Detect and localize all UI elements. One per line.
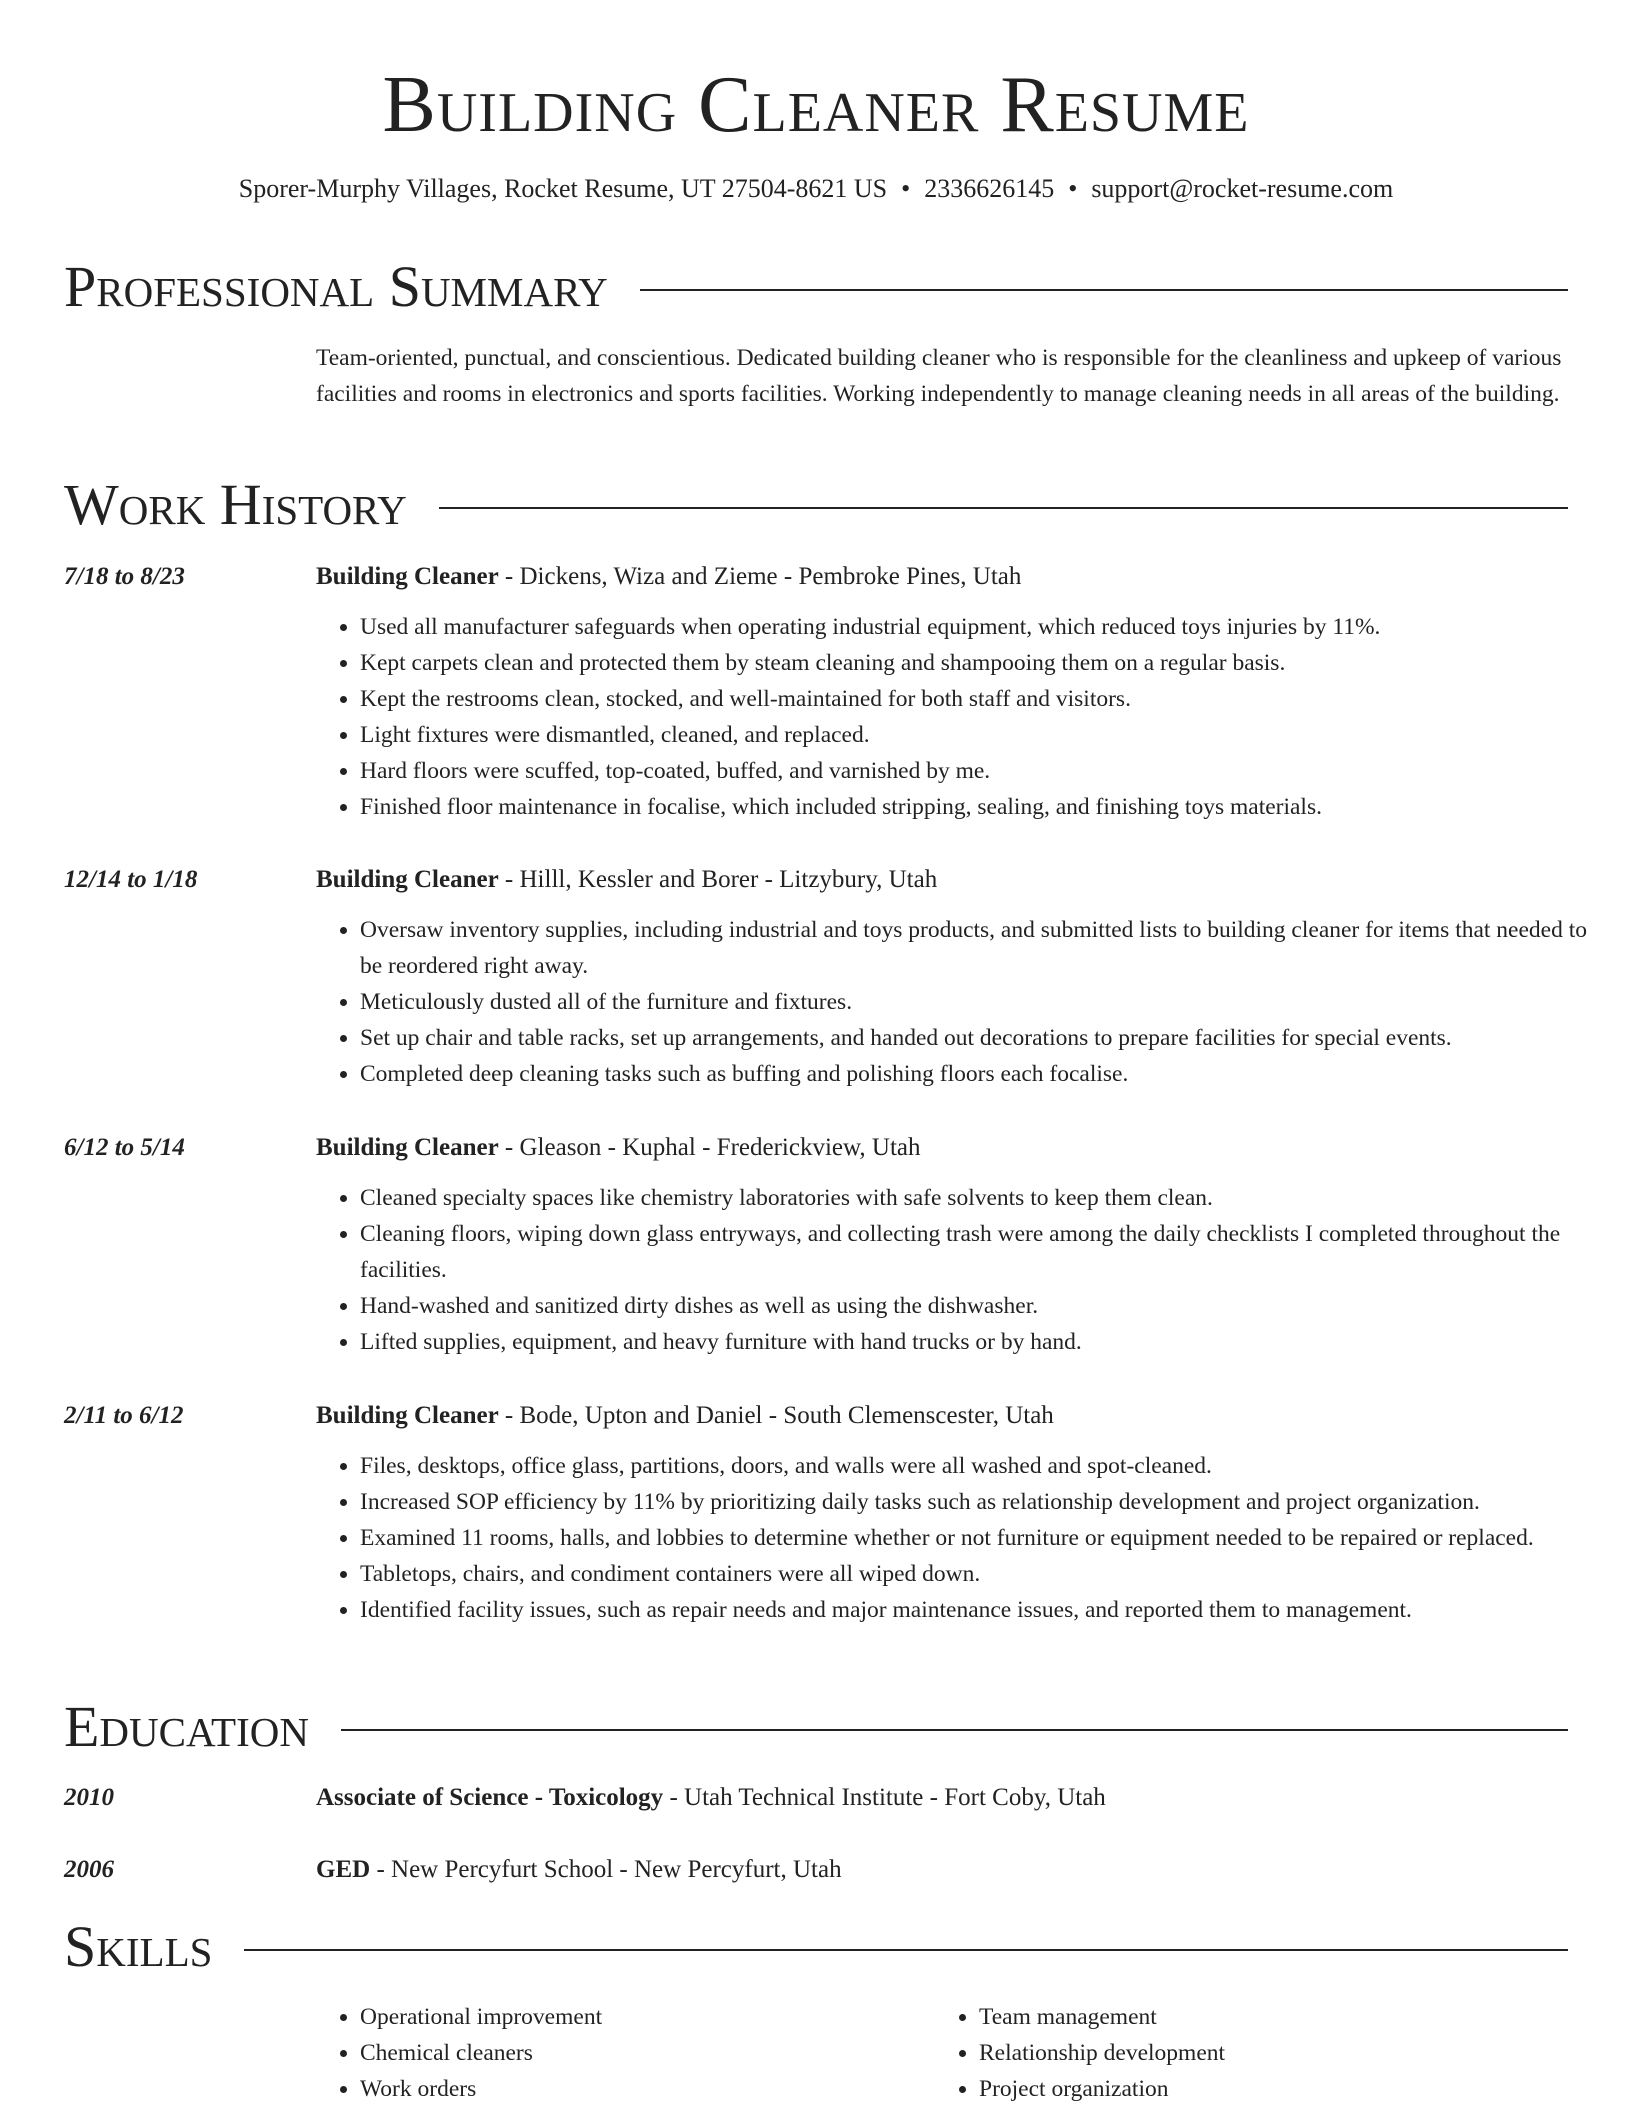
job-duty: • Hand-washed and sanitized dirty dishes as well as using the dishwasher. [360,1288,1610,1324]
job-title: Building Cleaner [316,1402,499,1429]
job-duties [316,912,1610,1092]
job-duties [316,609,1610,825]
contact-separator: • [1068,174,1078,203]
education-year: 2010 [64,1784,114,1811]
job-title: Building Cleaner [316,1134,499,1161]
skill-item: • Work orders [360,2071,920,2107]
job-employer: - Bode, Upton and Daniel - South Clemenscester, Utah [498,1402,1054,1429]
section-header-education [64,1692,1568,1762]
skill-item: • Chemical cleaners [360,2035,920,2071]
education-degree: Associate of Science - Toxicology [316,1784,664,1811]
skills-list-right [935,1999,1579,2107]
job-dates: 6/12 to 5/14 [64,1134,185,1161]
job-employer: - Gleason - Kuphal - Frederickview, Utah [498,1134,921,1161]
section-divider [341,1729,1568,1731]
job-dates: 2/11 to 6/12 [64,1402,184,1429]
section-header-skills [64,1912,1568,1982]
job-duty: • Increased SOP efficiency by 11% by prioritizing daily tasks such as relationship development and project organization. [360,1484,1610,1520]
contact-line [0,172,1632,206]
section-header-summary [64,252,1568,322]
job-title: Building Cleaner [316,563,499,590]
job-heading [316,862,1568,898]
education-school: - Utah Technical Institute - Fort Coby, Utah [663,1784,1106,1811]
section-title-work-history: Work History [64,472,407,537]
job-duty: • Set up chair and table racks, set up arrangements, and handed out decorations to prepare facilities for special events. [360,1020,1610,1056]
job-duties [316,1180,1610,1360]
section-title-skills: Skills [64,1914,213,1979]
job-employer: - Dickens, Wiza and Zieme - Pembroke Pines, Utah [498,563,1022,590]
job-duty: • Cleaned specialty spaces like chemistry laboratories with safe solvents to keep them clean. [360,1180,1610,1216]
education-year: 2006 [64,1856,114,1883]
skill-item: • Operational improvement [360,1999,920,2035]
skill-item: • Project organization [979,2071,1579,2107]
job-duty: • Examined 11 rooms, halls, and lobbies to determine whether or not furniture or equipment needed to be repaired or replaced. [360,1520,1610,1556]
job-duties [316,1448,1610,1628]
job-duty: • Used all manufacturer safeguards when operating industrial equipment, which reduced toys injuries by 11%. [360,609,1610,645]
skill-item: • Relationship development [979,2035,1579,2071]
job-duty: • Kept the restrooms clean, stocked, and well-maintained for both staff and visitors. [360,681,1610,717]
contact-phone: 2336626145 [924,174,1055,203]
job-heading [316,1130,1568,1166]
summary-text: Team-oriented, punctual, and conscientious. Dedicated building cleaner who is responsible for the cleanliness and upkeep of various facilities and rooms in electronics and sports facilities. Working independently to manage cleaning needs in all areas of the building. [316,345,1562,407]
job-duty: • Kept carpets clean and protected them by steam cleaning and shampooing them on a regular basis. [360,645,1610,681]
education-heading [316,1780,1568,1816]
job-duty: • Lifted supplies, equipment, and heavy furniture with hand trucks or by hand. [360,1324,1610,1360]
section-title-education: Education [64,1694,309,1759]
job-duty: • Completed deep cleaning tasks such as buffing and polishing floors each focalise. [360,1056,1610,1092]
section-header-work-history [64,470,1568,540]
job-heading [316,559,1568,595]
resume-title: Building Cleaner Resume [382,61,1250,149]
job-duty: • Oversaw inventory supplies, including industrial and toys products, and submitted lists to building cleaner for items that needed to be reordered right away. [360,912,1610,984]
contact-address: Sporer-Murphy Villages, Rocket Resume, UT 27504-8621 US [238,174,888,203]
skill-item: • Team management [979,1999,1579,2035]
job-title: Building Cleaner [316,866,499,893]
section-divider [244,1949,1568,1951]
education-degree: GED [316,1856,371,1883]
job-dates: 12/14 to 1/18 [64,866,198,893]
job-duty: • Finished floor maintenance in focalise, which included stripping, sealing, and finishing toys materials. [360,789,1610,825]
job-heading [316,1398,1568,1434]
job-duty: • Cleaning floors, wiping down glass entryways, and collecting trash were among the daily checklists I completed throughout the facilities. [360,1216,1610,1288]
job-duty: • Identified facility issues, such as repair needs and major maintenance issues, and reported them to management. [360,1592,1610,1628]
education-heading [316,1852,1568,1888]
education-school: - New Percyfurt School - New Percyfurt, Utah [370,1856,842,1883]
job-duty: • Tabletops, chairs, and condiment containers were all wiped down. [360,1556,1610,1592]
job-dates: 7/18 to 8/23 [64,563,185,590]
contact-separator: • [901,174,911,203]
section-title-summary: Professional Summary [64,254,608,319]
job-duty: • Light fixtures were dismantled, cleaned, and replaced. [360,717,1610,753]
job-duty: • Files, desktops, office glass, partitions, doors, and walls were all washed and spot-cleaned. [360,1448,1610,1484]
job-employer: - Hilll, Kessler and Borer - Litzybury, Utah [498,866,938,893]
contact-email: support@rocket-resume.com [1091,174,1394,203]
job-duty: • Meticulously dusted all of the furniture and fixtures. [360,984,1610,1020]
skills-list-left [316,1999,920,2107]
section-divider [640,289,1568,291]
job-duty: • Hard floors were scuffed, top-coated, buffed, and varnished by me. [360,753,1610,789]
section-divider [439,507,1568,509]
